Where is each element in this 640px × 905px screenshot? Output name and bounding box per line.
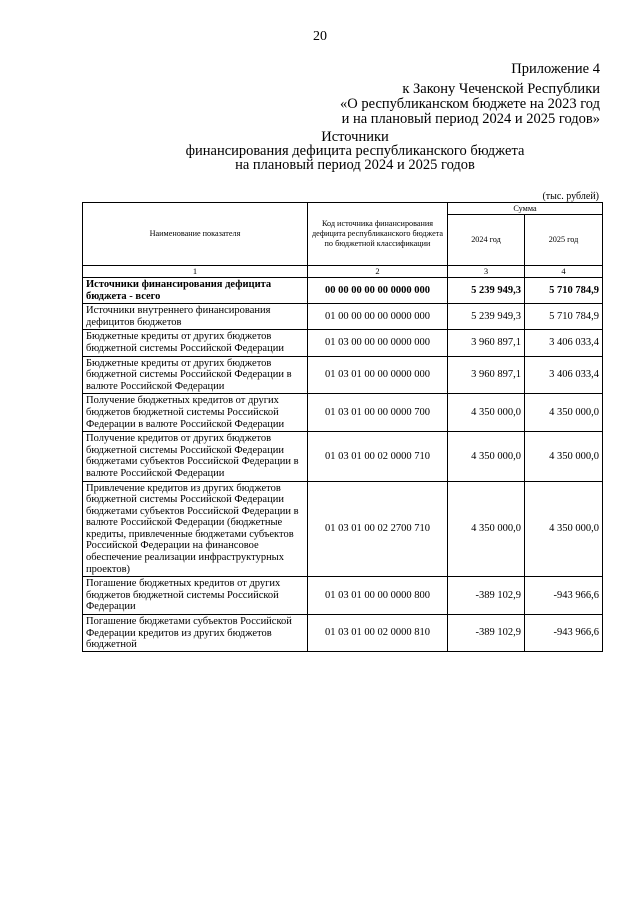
appendix-block: [340, 62, 600, 127]
table-row: [83, 432, 603, 481]
row-value-2025: 3 406 033,4: [525, 356, 603, 394]
row-value-2024: 5 239 949,3: [448, 278, 525, 304]
header-sum: Сумма: [448, 203, 603, 215]
table-row: [83, 356, 603, 394]
row-name-cell: Бюджетные кредиты от других бюджетов бюджетной системы Российской Федерации в валюте Российской Федерации: [83, 356, 308, 394]
row-name-text: Погашение бюджетами субъектов Российской Федерации кредитов из других бюджетов бюджетной: [86, 616, 292, 651]
header-name: Наименование показателя: [83, 203, 308, 266]
table-row: [83, 481, 603, 577]
appendix-line-3: и на плановый период 2024 и 2025 годов»: [341, 111, 600, 127]
row-code-cell: 01 03 01 00 00 0000 700: [308, 394, 448, 432]
column-numbers-row: [83, 266, 603, 278]
title-line-1: Источники: [321, 129, 389, 145]
row-value-2024: 4 350 000,0: [448, 432, 525, 481]
table-row: [83, 394, 603, 432]
row-name-cell: Получение бюджетных кредитов от других бюджетов бюджетной системы Российской Федерации в валюте Российской Федерации: [83, 394, 308, 432]
row-code-cell: 01 03 01 00 02 0000 810: [308, 615, 448, 652]
row-value-2024: -389 102,9: [448, 615, 525, 652]
table-header-row: [83, 203, 603, 215]
row-value-2025: 4 350 000,0: [525, 394, 603, 432]
header-2025: 2025 год: [525, 215, 603, 266]
row-value-2024: 4 350 000,0: [448, 394, 525, 432]
header-code: Код источника финансирования дефицита республиканского бюджета по бюджетной классификации: [308, 203, 448, 266]
row-value-2025: 5 710 784,9: [525, 304, 603, 330]
row-value-2024: -389 102,9: [448, 577, 525, 615]
page-number: 20: [313, 29, 327, 44]
sources-table: [82, 202, 603, 652]
table-row: [83, 304, 603, 330]
row-value-2024: 4 350 000,0: [448, 481, 525, 577]
row-name-cell: Привлечение кредитов из других бюджетов бюджетной системы Российской Федерации бюджетами субъектов Российской Федерации в валюте Российской Федерации (бюджетные кредиты, привлеченные бюджетами субъектов Российской Федерации на финансовое обеспечение реализации инфраструктурных проектов): [83, 481, 308, 577]
col-number: 4: [525, 266, 603, 278]
row-code-cell: 01 03 01 00 00 0000 800: [308, 577, 448, 615]
appendix-line-2: «О республиканском бюджете на 2023 год: [340, 96, 600, 112]
units-note: (тыс. рублей): [542, 191, 599, 202]
row-value-2025: -943 966,6: [525, 615, 603, 652]
table-row: [83, 615, 603, 652]
row-code-cell: 01 00 00 00 00 0000 000: [308, 304, 448, 330]
col-number: 2: [308, 266, 448, 278]
row-value-2025: -943 966,6: [525, 577, 603, 615]
row-name-cell: Получение кредитов от других бюджетов бюджетной системы Российской Федерации бюджетами субъектов Российской Федерации в валюте Российской Федерации: [83, 432, 308, 481]
row-value-2024: 3 960 897,1: [448, 356, 525, 394]
table-row: [83, 577, 603, 615]
row-name-cell: Источники финансирования дефицита бюджета - всего: [83, 278, 308, 304]
row-code-cell: 01 03 01 00 02 0000 710: [308, 432, 448, 481]
row-value-2024: 5 239 949,3: [448, 304, 525, 330]
table-row: [83, 278, 603, 304]
row-value-2025: 3 406 033,4: [525, 330, 603, 356]
row-name-cell: [83, 615, 308, 652]
appendix-line-1: к Закону Чеченской Республики: [402, 81, 600, 97]
row-code-cell: 01 03 01 00 00 0000 000: [308, 356, 448, 394]
title-line-2: финансирования дефицита республиканского бюджета: [185, 143, 525, 159]
col-number: 3: [448, 266, 525, 278]
document-title: [160, 130, 550, 172]
row-value-2024: 3 960 897,1: [448, 330, 525, 356]
row-name-cell: Бюджетные кредиты от других бюджетов бюджетной системы Российской Федерации: [83, 330, 308, 356]
header-2024: 2024 год: [448, 215, 525, 266]
title-line-3: на плановый период 2024 и 2025 годов: [235, 157, 475, 173]
row-name-cell: Погашение бюджетных кредитов от других бюджетов бюджетной системы Российской Федерации: [83, 577, 308, 615]
row-code-cell: 01 03 01 00 02 2700 710: [308, 481, 448, 577]
row-value-2025: 4 350 000,0: [525, 432, 603, 481]
row-value-2025: 4 350 000,0: [525, 481, 603, 577]
appendix-title: Приложение 4: [511, 61, 600, 77]
row-value-2025: 5 710 784,9: [525, 278, 603, 304]
col-number: 1: [83, 266, 308, 278]
table-row: [83, 330, 603, 356]
row-code-cell: 00 00 00 00 00 0000 000: [308, 278, 448, 304]
row-code-cell: 01 03 00 00 00 0000 000: [308, 330, 448, 356]
row-name-cell: Источники внутреннего финансирования дефицитов бюджетов: [83, 304, 308, 330]
